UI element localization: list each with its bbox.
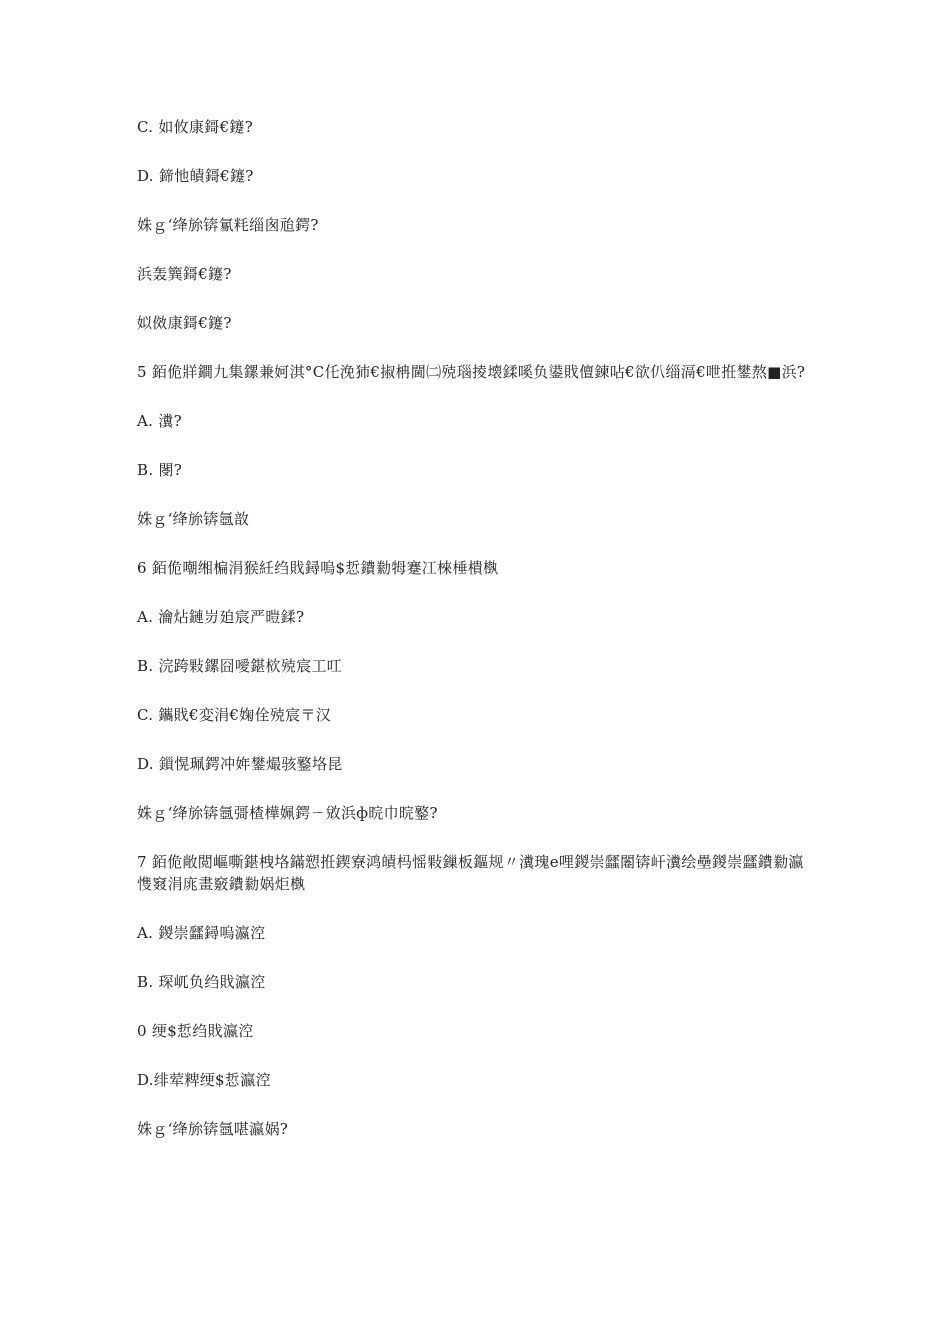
- option-d-line: D. 鎻愰珮鍔冲姩鐢熶骇鐜垎昆: [137, 755, 343, 773]
- answer-line: 姝ｇ‘绛旀锛氱粍缁囪兘鍔?: [137, 216, 319, 234]
- option-d-line: D.绯荤粺绠$悊瀛涳: [137, 1071, 271, 1089]
- option-c-line: C. 鑴戝€変涓€婅佺殑宸〒汉: [137, 706, 332, 724]
- question-6: 6 銆佹嘲缃楄涓猴紝绉戝鐞嗚$悊鐨勬牳蹇冮棶棰樻槸: [137, 559, 499, 577]
- option-d-line: D. 鍗忚皟鎶€鑳?: [137, 167, 254, 185]
- option-a-line: A. 瀵?: [137, 412, 182, 430]
- answer-line: 姝ｇ‘绛旀锛氬敨: [137, 510, 250, 528]
- answer-line: 姝ｇ‘绛旀锛氬啿瀛娲?: [137, 1120, 289, 1138]
- option-c-line: C. 如攸康鎶€鑳?: [137, 118, 254, 136]
- option-a-line: A. 鍐崇瓥鐞嗚瀛涳: [137, 924, 266, 942]
- document-body: [137, 116, 817, 1167]
- option-b-line: B. 閿?: [137, 461, 183, 479]
- option-b-line: B. 琛屼负绉戝瀛涳: [137, 973, 266, 991]
- option-c-line: 0 绠$悊绉戝瀛涳: [137, 1022, 254, 1040]
- option-b-line: B. 浣跨敤鏍囧噯鍖栨殑宸工叿: [137, 657, 343, 675]
- text-line: 姒傚康鎶€鑳?: [137, 314, 232, 332]
- answer-line: 姝ｇ‘绛旀锛氬彁楂樺姵鍔ㄧ敓浜ф晥巾晥鐜?: [137, 804, 438, 822]
- option-a-line: A. 瀹炶鏈岃廹宸严暟鍒?: [137, 608, 305, 626]
- question-7: 7 銆佹敞閲嶇嘶鍖栧垎鏋愬拰鍥寮鸿皟杩愮敤鏁板鏂规〃瀵瑰e哩鍐崇瓥闂锛屽瀵绘壘鍐崇瓥鐨勬瀛愯窡涓庣畫竅鐨勬娲炬槸: [137, 853, 804, 893]
- text-line: 浜轰簨鎶€鑳?: [137, 265, 232, 283]
- question-5: 5 銆佹牂鐧九集鏍兼妸淇°С仛浼犻€掓柟閫㈡殑瑙掕壊鍒嗘负鍙戝儃鍊呫€欲仈缁滆€呭拰鐢熬■浜?: [137, 363, 806, 381]
